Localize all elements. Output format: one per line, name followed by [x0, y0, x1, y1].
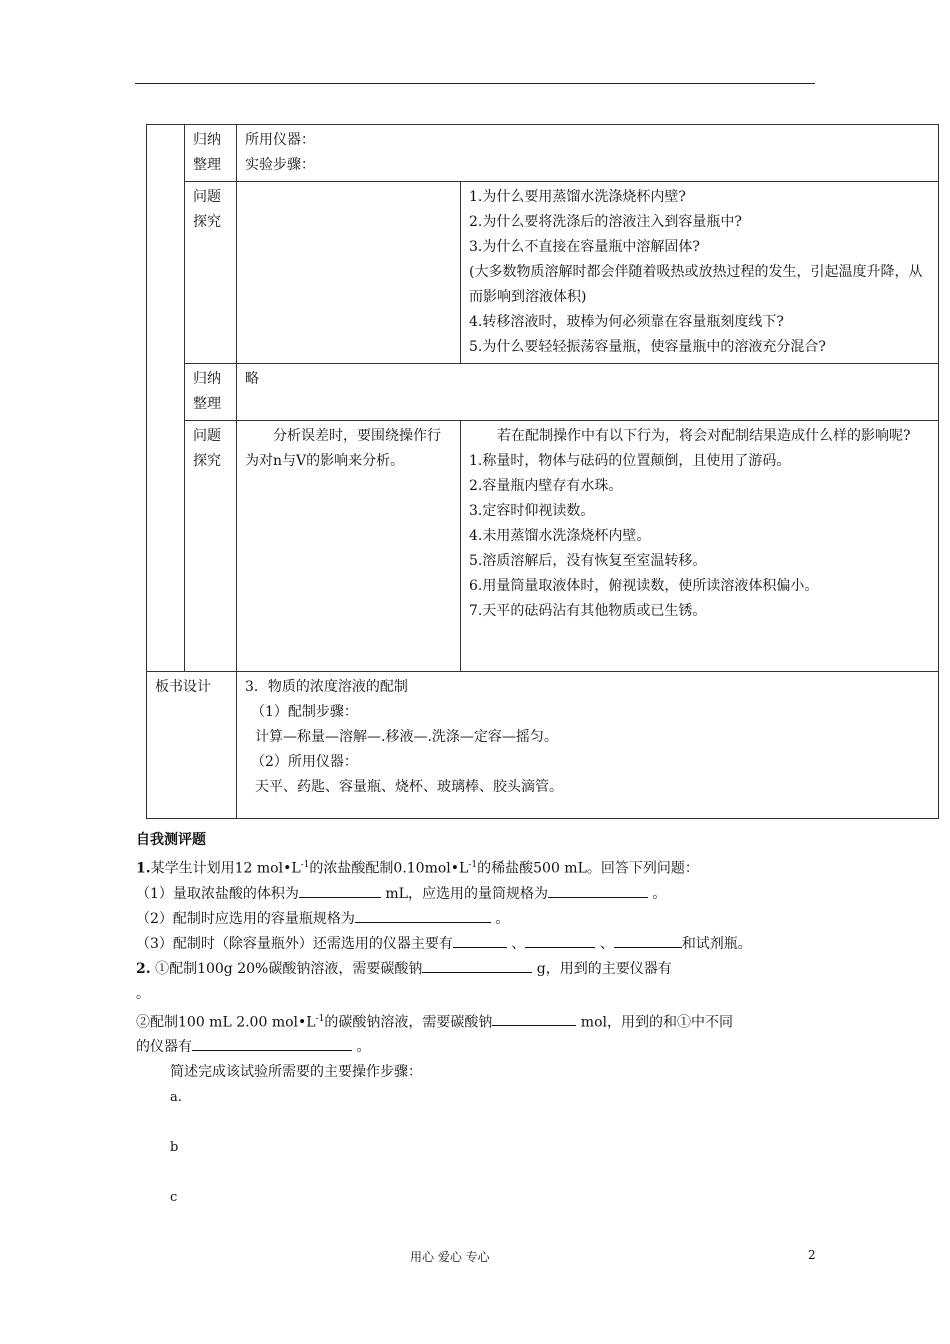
board-line: 计算—称量—溶解—.移液—.洗涤—定容—摇匀。	[255, 729, 558, 745]
superscript: -1	[468, 860, 478, 870]
question-text: 和试剂瓶。	[681, 935, 752, 952]
left-cell	[237, 182, 461, 364]
right-cell	[461, 421, 939, 672]
question-line: 2.为什么要将洗涤后的溶液注入到容量瓶中?	[469, 214, 742, 230]
question-text: （2）配制时应选用的容量瓶规格为	[136, 910, 355, 927]
question-line: 5.为什么要轻轻振荡容量瓶，使容量瓶中的溶液充分混合?	[469, 339, 826, 355]
question-line: 4.转移溶液时，玻棒为何必须靠在容量瓶刻度线下?	[469, 314, 784, 330]
answer-blank[interactable]	[614, 932, 682, 948]
answer-blank[interactable]	[355, 907, 491, 923]
question-text: 的稀盐酸500 mL。回答下列问题：	[477, 860, 699, 877]
label-line: 归纳	[193, 132, 221, 148]
row-label	[185, 364, 237, 421]
question-text: mL，应选用的量筒规格为	[385, 885, 548, 902]
question-2-part-2-cont	[136, 1035, 816, 1060]
label-line: 整理	[193, 157, 221, 173]
answer-blank[interactable]	[492, 1010, 576, 1026]
question-line: 7.天平的砝码沾有其他物质或已生锈。	[469, 603, 707, 619]
question-text: ①配制100g 20%碳酸钠溶液，需要碳酸钠	[155, 960, 423, 977]
question-line: 5.溶质溶解后，没有恢复至室温转移。	[469, 553, 707, 569]
section-title: 自我测评题	[136, 832, 206, 848]
superscript: -1	[300, 860, 310, 870]
table-row	[147, 364, 939, 421]
lesson-table	[146, 124, 939, 819]
question-2	[136, 957, 816, 982]
content-line: 略	[245, 371, 259, 387]
label-line: 整理	[193, 396, 221, 412]
question-text: 某学生计划用12 mol•L	[150, 860, 301, 877]
question-text: 。	[495, 910, 510, 927]
question-number: 1.	[136, 860, 151, 877]
table-row	[147, 125, 939, 182]
blank-cell	[147, 125, 185, 672]
question-text: g，用到的主要仪器有	[536, 960, 672, 977]
answer-blank[interactable]	[548, 882, 648, 898]
row-content	[237, 364, 939, 421]
question-1	[136, 853, 816, 882]
right-cell	[461, 182, 939, 364]
content-line: 实验步骤：	[245, 157, 315, 173]
step-a: a.	[170, 1090, 182, 1106]
left-cell: 分析误差时，要围绕操作行为对n与V的影响来分析。	[237, 421, 461, 672]
table-row	[147, 421, 939, 672]
intro-line: 若在配制操作中有以下行为，将会对配制结果造成什么样的影响呢?	[497, 428, 911, 444]
row-label	[185, 421, 237, 672]
row-content	[237, 125, 939, 182]
board-content	[237, 672, 939, 819]
question-2-part-3: 简述完成该试验所需要的主要操作步骤：	[170, 1064, 422, 1081]
board-label: 板书设计	[147, 672, 237, 819]
question-1-part-3	[136, 932, 816, 957]
question-text: （1）量取浓盐酸的体积为	[136, 885, 299, 902]
question-1-part-2	[136, 907, 816, 932]
question-2-part-2	[136, 1007, 816, 1036]
question-line: 6.用量筒量取液体时，俯视读数，使所读溶液体积偏小。	[469, 578, 819, 594]
question-text: 的浓盐酸配制0.10mol•L	[309, 860, 469, 877]
question-text: 。	[652, 885, 667, 902]
label-line: 探究	[193, 453, 221, 469]
row-label	[185, 182, 237, 364]
question-line: 1.为什么要用蒸馏水洗涤烧杯内壁?	[469, 189, 686, 205]
answer-blank[interactable]	[422, 957, 532, 973]
answer-blank[interactable]	[453, 932, 507, 948]
self-test-section	[136, 828, 816, 1210]
table-row	[147, 672, 939, 819]
board-line: （1）配制步骤：	[251, 704, 358, 720]
answer-blank[interactable]	[299, 882, 381, 898]
label-line: 探究	[193, 214, 221, 230]
question-text: 的仪器有	[136, 1039, 192, 1056]
label-line: 问题	[193, 189, 221, 205]
question-line: 1.称量时，物体与砝码的位置颠倒，且使用了游码。	[469, 453, 791, 469]
label-line: 归纳	[193, 371, 221, 387]
board-line: 3．物质的浓度溶液的配制	[245, 679, 408, 695]
header-rule	[135, 83, 815, 84]
board-line: （2）所用仪器：	[251, 754, 358, 770]
row-label	[185, 125, 237, 182]
question-line: 3.定容时仰视读数。	[469, 503, 595, 519]
question-line: 3.为什么不直接在容量瓶中溶解固体?	[469, 239, 700, 255]
step-b: b	[170, 1140, 179, 1156]
question-line: 4.未用蒸馏水洗涤烧杯内壁。	[469, 528, 651, 544]
question-line: 2.容量瓶内壁存有水珠。	[469, 478, 623, 494]
question-2-tail: 。	[136, 985, 150, 1002]
content-line: 所用仪器：	[245, 132, 315, 148]
board-line: 天平、药匙、容量瓶、烧杯、玻璃棒、胶头滴管。	[255, 779, 563, 795]
label-line: 问题	[193, 428, 221, 444]
question-text: （3）配制时（除容量瓶外）还需选用的仪器主要有	[136, 935, 453, 952]
answer-blank[interactable]	[192, 1035, 352, 1051]
question-1-part-1	[136, 882, 816, 907]
question-text: ②配制100 mL 2.00 mol•L	[136, 1014, 316, 1031]
separator: 、	[599, 935, 614, 952]
separator: 、	[511, 935, 526, 952]
question-number: 2.	[136, 960, 151, 977]
answer-blank[interactable]	[525, 932, 595, 948]
question-text: mol，用到的和①中不同	[580, 1014, 733, 1031]
table-row	[147, 182, 939, 364]
step-c: c	[170, 1190, 178, 1206]
superscript: -1	[315, 1013, 325, 1024]
page-number: 2	[808, 1248, 816, 1262]
question-text: 。	[356, 1039, 371, 1056]
question-text: 的碳酸钠溶液，需要碳酸钠	[324, 1014, 493, 1031]
footer-motto: 用心 爱心 专心	[410, 1250, 490, 1264]
question-line: (大多数物质溶解时都会伴随着吸热或放热过程的发生，引起温度升降，从而影响到溶液体积)	[469, 264, 923, 305]
